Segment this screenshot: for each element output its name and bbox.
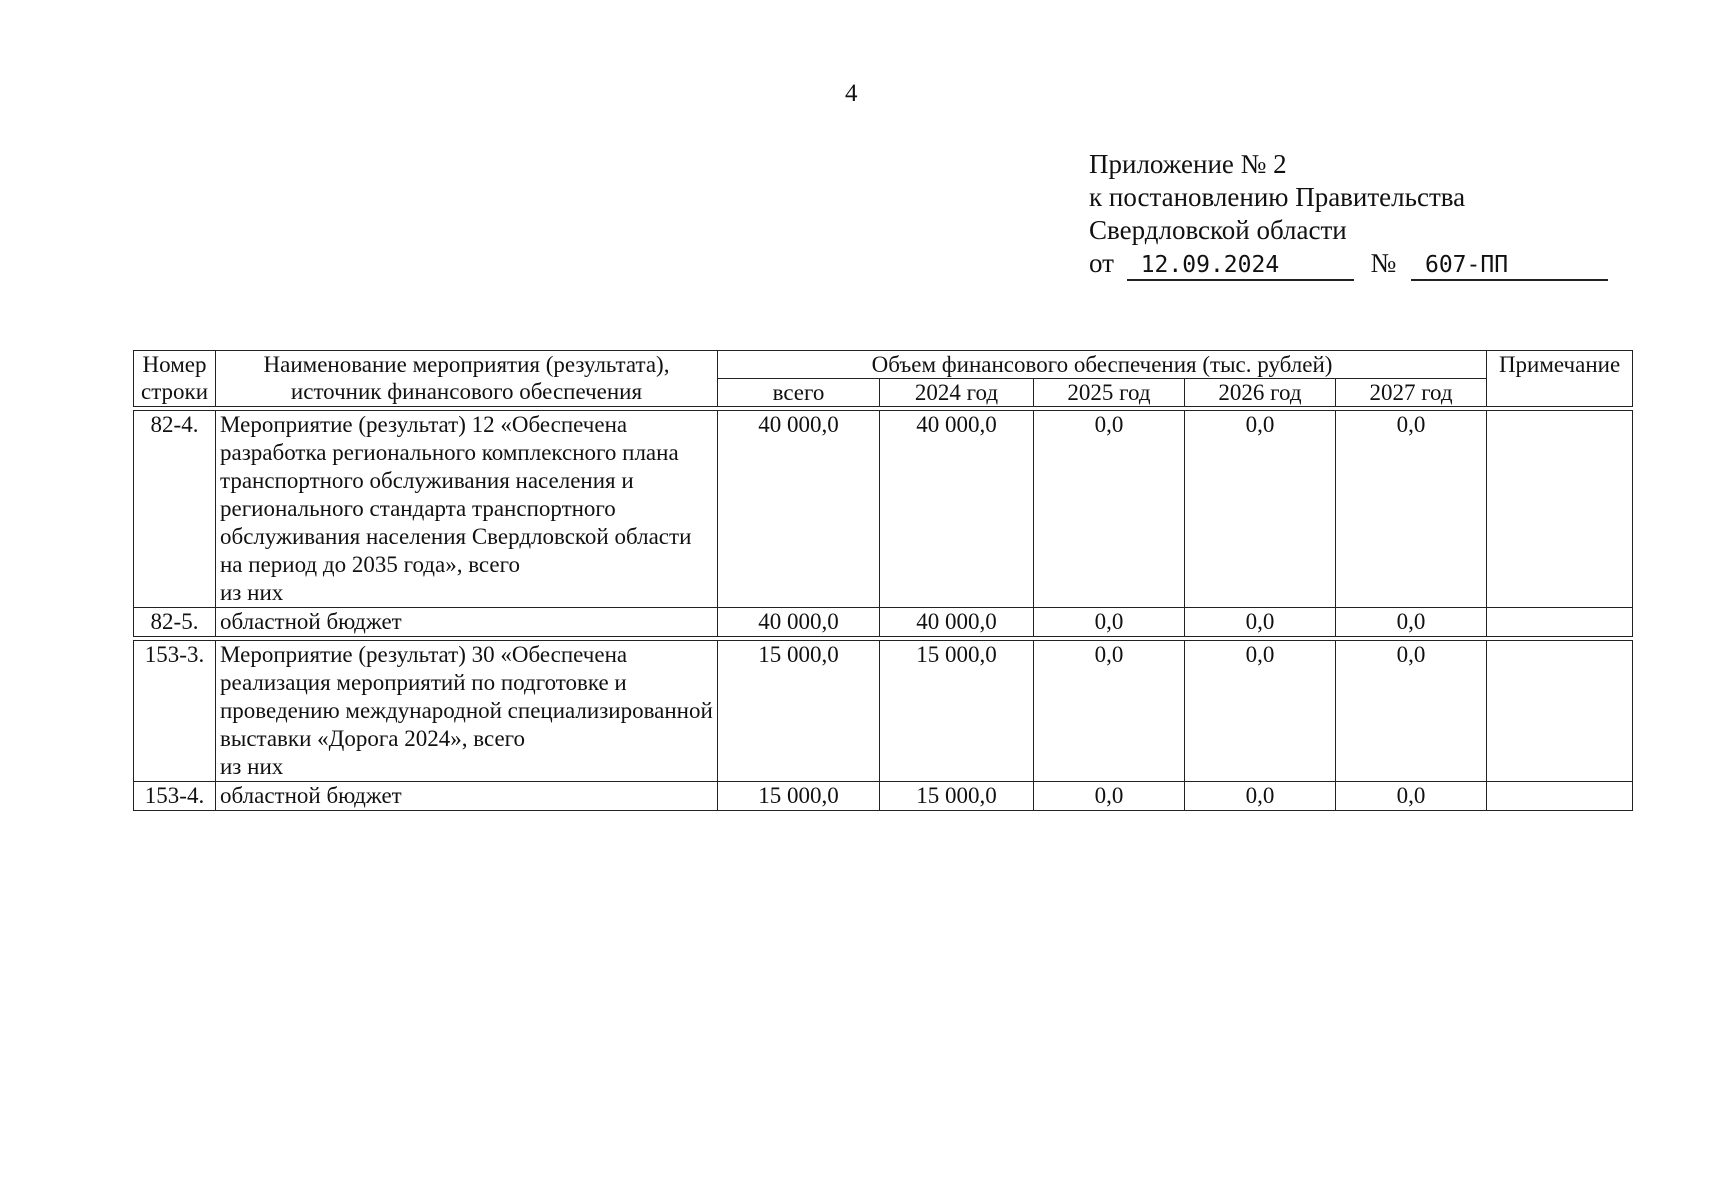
row-2025: 0,0 <box>1034 411 1185 608</box>
resolution-number: 607-ПП <box>1411 251 1608 281</box>
header-row-1 <box>134 351 1633 379</box>
appendix-line-2: к постановлению Правительства <box>1089 182 1466 212</box>
row-number: 82-4. <box>134 411 216 608</box>
funding-table <box>133 350 1633 811</box>
number-prefix: № <box>1370 248 1397 278</box>
row-name <box>216 641 718 782</box>
row-2027: 0,0 <box>1336 608 1487 637</box>
row-number: 82-5. <box>134 608 216 637</box>
row-total: 40 000,0 <box>718 608 880 637</box>
row-number: 153-4. <box>134 782 216 811</box>
appendix-title: Приложение № 2 <box>1089 149 1287 179</box>
row-total: 40 000,0 <box>718 411 880 608</box>
row-note <box>1487 608 1633 637</box>
row-name-text: Мероприятие (результат) 12 «Обеспечена разработка регионального комплексного плана транспортного обслуживания населения и регионального стандарта транспортного обслуживания населения Свердловской области на период до 2035 года», всего <box>220 412 692 577</box>
row-2026: 0,0 <box>1185 641 1336 782</box>
row-name-text: Мероприятие (результат) 30 «Обеспечена реализация мероприятий по подготовке и проведению международной специализированной выставки «Дорога 2024», всего <box>220 642 713 751</box>
row-2024: 40 000,0 <box>880 608 1034 637</box>
row-2027: 0,0 <box>1336 411 1487 608</box>
row-name-extra: из них <box>220 580 284 605</box>
row-2026: 0,0 <box>1185 411 1336 608</box>
appendix-line-3: Свердловской области <box>1089 215 1347 245</box>
header-total: всего <box>718 379 880 407</box>
header-2025: 2025 год <box>1034 379 1185 407</box>
header-2027: 2027 год <box>1336 379 1487 407</box>
row-2025: 0,0 <box>1034 641 1185 782</box>
table-row <box>134 641 1633 782</box>
resolution-date: 12.09.2024 <box>1127 251 1354 281</box>
row-name <box>216 411 718 608</box>
header-2026: 2026 год <box>1185 379 1336 407</box>
appendix-date-line <box>1089 247 1608 281</box>
row-note <box>1487 411 1633 608</box>
row-name: областной бюджет <box>216 608 718 637</box>
row-2024: 15 000,0 <box>880 782 1034 811</box>
row-name: областной бюджет <box>216 782 718 811</box>
row-note <box>1487 641 1633 782</box>
header-name: Наименование мероприятия (результата), источник финансового обеспечения <box>216 351 718 407</box>
date-prefix: от <box>1089 248 1114 278</box>
row-total: 15 000,0 <box>718 782 880 811</box>
table-row <box>134 411 1633 608</box>
appendix-block <box>1089 148 1608 281</box>
row-2024: 15 000,0 <box>880 641 1034 782</box>
header-note: Примечание <box>1487 351 1633 407</box>
row-2025: 0,0 <box>1034 782 1185 811</box>
header-row-number: Номер строки <box>134 351 216 407</box>
row-2027: 0,0 <box>1336 782 1487 811</box>
row-number: 153-3. <box>134 641 216 782</box>
row-name-extra: из них <box>220 754 284 779</box>
table-row <box>134 782 1633 811</box>
row-2027: 0,0 <box>1336 641 1487 782</box>
table-row <box>134 608 1633 637</box>
row-note <box>1487 782 1633 811</box>
header-funding: Объем финансового обеспечения (тыс. рублей) <box>718 351 1487 379</box>
page-number: 4 <box>845 80 858 107</box>
row-2024: 40 000,0 <box>880 411 1034 608</box>
row-2026: 0,0 <box>1185 782 1336 811</box>
row-total: 15 000,0 <box>718 641 880 782</box>
row-2026: 0,0 <box>1185 608 1336 637</box>
row-2025: 0,0 <box>1034 608 1185 637</box>
header-2024: 2024 год <box>880 379 1034 407</box>
